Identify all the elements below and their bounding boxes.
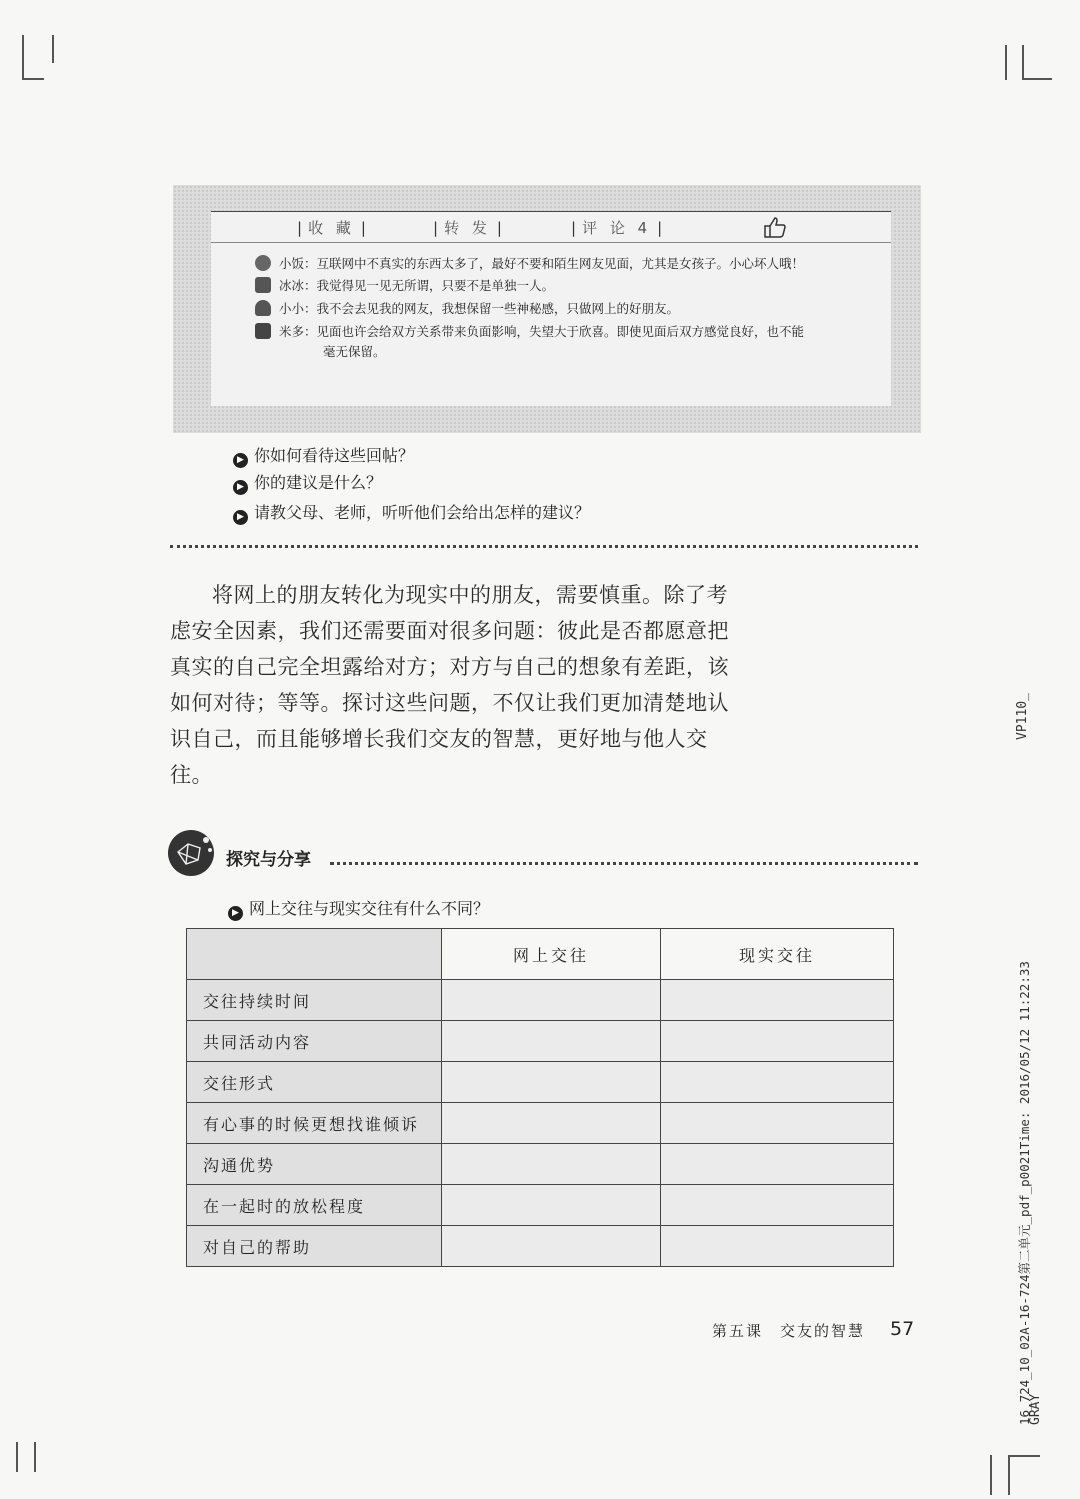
- online-cell[interactable]: [442, 1226, 661, 1267]
- row-label: 交往持续时间: [187, 980, 442, 1021]
- comment-author: 米多：: [279, 324, 317, 339]
- collect-button[interactable]: | 收 藏 |: [297, 217, 366, 238]
- comment-button[interactable]: | 评 论 4 |: [571, 217, 662, 238]
- table-header-cell: 现实交往: [661, 929, 894, 980]
- section-question: [228, 896, 489, 921]
- crop-mark: [1008, 1455, 1040, 1457]
- online-cell[interactable]: [442, 1185, 661, 1226]
- comment-text: 互联网中不真实的东西太多了，最好不要和陌生网友见面，尤其是女孩子。小心坏人哦！: [316, 256, 805, 271]
- crop-mark: [1022, 78, 1052, 80]
- avatar-icon: [255, 300, 271, 316]
- online-cell[interactable]: [442, 1103, 661, 1144]
- comment-author: 小小：: [279, 301, 317, 316]
- section-title: 探究与分享: [226, 850, 311, 870]
- table-row: [187, 1185, 894, 1226]
- online-cell[interactable]: [442, 980, 661, 1021]
- table-row: [187, 980, 894, 1021]
- crop-mark: [22, 35, 24, 80]
- dotted-divider: [330, 862, 918, 865]
- question-text: 请教父母、老师，听听他们会给出怎样的建议？: [254, 503, 591, 522]
- table-row: [187, 1226, 894, 1267]
- comment-author: 冰冰：: [279, 278, 317, 293]
- comment-item: [255, 299, 885, 319]
- offline-cell[interactable]: [661, 1062, 894, 1103]
- action-bar: [211, 211, 891, 243]
- row-label: 沟通优势: [187, 1144, 442, 1185]
- comparison-table: [186, 928, 894, 1267]
- forum-inner: [211, 211, 891, 406]
- comment-text-continued: 毫无保留。: [323, 344, 386, 359]
- question-text: 你如何看待这些回帖？: [254, 446, 415, 465]
- question-item: [233, 470, 382, 495]
- body-paragraph: 将网上的朋友转化为现实中的朋友，需要慎重。除了考虑安全因素，我们还需要面对很多问题：彼此是否都愿意把真实的自己完全坦露给对方；对方与自己的想象有差距，该如何对待；等等。探讨这些问题，不仅让我们更加清楚地认识自己，而且能够增长我们交友的智慧，更好地与他人交往。: [170, 583, 729, 787]
- row-label: 有心事的时候更想找谁倾诉: [187, 1103, 442, 1144]
- arrow-bullet-icon: ▶: [228, 906, 243, 921]
- question-text: 你的建议是什么？: [254, 473, 383, 492]
- arrow-bullet-icon: ▶: [233, 453, 248, 468]
- crop-mark: [16, 1442, 18, 1472]
- dotted-divider: [170, 545, 918, 548]
- explore-share-icon: [168, 830, 214, 876]
- page-number: 57: [890, 1318, 915, 1340]
- crop-mark: [34, 1442, 36, 1472]
- crop-mark: [990, 1455, 992, 1495]
- comment-author: 小饭：: [279, 256, 317, 271]
- offline-cell[interactable]: [661, 1144, 894, 1185]
- row-label: 共同活动内容: [187, 1021, 442, 1062]
- offline-cell[interactable]: [661, 1021, 894, 1062]
- row-label: 对自己的帮助: [187, 1226, 442, 1267]
- table-row: [187, 1021, 894, 1062]
- margin-color: GRAY: [1028, 1393, 1043, 1425]
- avatar-icon: [255, 255, 271, 271]
- online-cell[interactable]: [442, 1062, 661, 1103]
- margin-code: VP110_: [1015, 693, 1030, 740]
- comment-item: [255, 254, 885, 274]
- comment-text: 我觉得见一见无所谓，只要不是单独一人。: [316, 278, 555, 293]
- table-header-cell: 网上交往: [442, 929, 661, 980]
- table-row: [187, 1103, 894, 1144]
- online-cell[interactable]: [442, 1144, 661, 1185]
- question-item: [233, 500, 590, 525]
- comment-text: 见面也许会给双方关系带来负面影响，失望大于欣喜。即使见面后双方感觉良好，也不能: [316, 324, 805, 339]
- comment-item: [255, 276, 885, 296]
- online-cell[interactable]: [442, 1021, 661, 1062]
- row-label: 交往形式: [187, 1062, 442, 1103]
- avatar-icon: [255, 277, 271, 293]
- avatar-icon: [255, 323, 271, 339]
- table-row: [187, 1144, 894, 1185]
- crop-mark: [22, 78, 44, 80]
- row-label: 在一起时的放松程度: [187, 1185, 442, 1226]
- arrow-bullet-icon: ▶: [233, 480, 248, 495]
- forward-button[interactable]: | 转 发 |: [433, 217, 502, 238]
- crop-mark: [1005, 45, 1007, 80]
- offline-cell[interactable]: [661, 980, 894, 1021]
- crop-mark: [1008, 1455, 1010, 1495]
- comment-item: [255, 322, 885, 362]
- arrow-bullet-icon: ▶: [233, 510, 248, 525]
- comment-text: 我不会去见我的网友，我想保留一些神秘感，只做网上的好朋友。: [316, 301, 680, 316]
- offline-cell[interactable]: [661, 1226, 894, 1267]
- forum-post-box: [173, 185, 921, 433]
- question-item: [233, 443, 414, 468]
- crop-mark: [1022, 45, 1024, 80]
- margin-print-info: 16_724_10_02A-16-724第二单元_pdf_p0021Time: 2016/05/12 11:22:33: [1017, 961, 1032, 1425]
- table-header-row: [187, 929, 894, 980]
- table-row: [187, 1062, 894, 1103]
- offline-cell[interactable]: [661, 1103, 894, 1144]
- table-header-cell: [187, 929, 442, 980]
- lesson-footer: 第五课 交友的智慧: [712, 1322, 866, 1340]
- offline-cell[interactable]: [661, 1185, 894, 1226]
- crop-mark: [52, 35, 54, 63]
- thumbs-up-icon[interactable]: [763, 216, 787, 242]
- question-text: 网上交往与现实交往有什么不同？: [249, 899, 490, 918]
